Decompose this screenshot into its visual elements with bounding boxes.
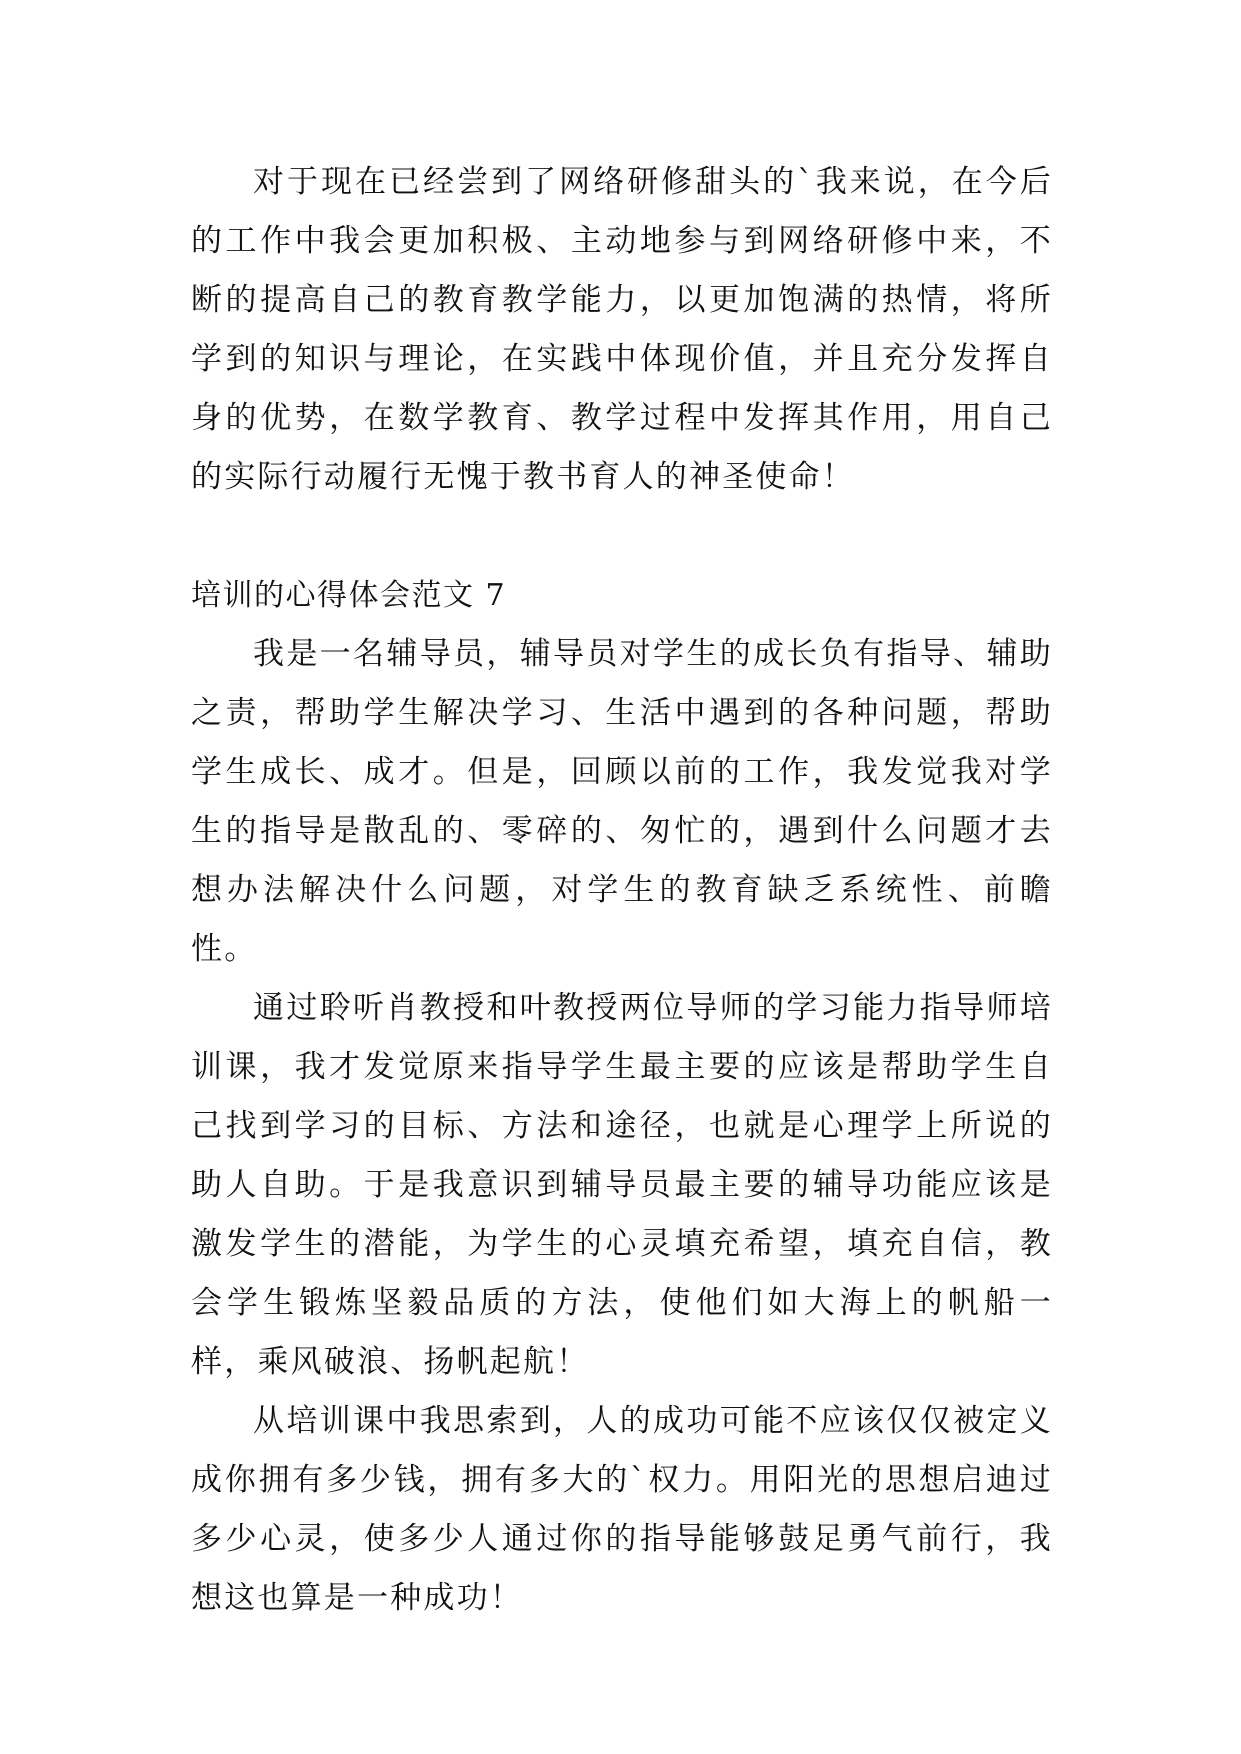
paragraph-success-definition: 从培训课中我思索到，人的成功可能不应该仅仅被定义成你拥有多少钱，拥有多大的`权力。用阳光的思想启迪过多少心灵，使多少人通过你的指导能够鼓足勇气前行，我想这也算是一种成功！	[191, 1403, 1053, 1616]
document-body	[191, 153, 1053, 1628]
section-title: 培训的心得体会范文 7	[191, 578, 507, 613]
paragraph-counselor-role: 我是一名辅导员，辅导员对学生的成长负有指导、辅助之责，帮助学生解决学习、生活中遇到的各种问题，帮助学生成长、成才。但是，回顾以前的工作，我发觉我对学生的指导是散乱的、零碎的、匆忙的，遇到什么问题才去想办法解决什么问题，对学生的教育缺乏系统性、前瞻性。	[191, 636, 1053, 967]
paragraph-training-insight: 通过聆听肖教授和叶教授两位导师的学习能力指导师培训课，我才发觉原来指导学生最主要的应该是帮助学生自己找到学习的目标、方法和途径，也就是心理学上所说的助人自助。于是我意识到辅导员最主要的辅导功能应该是激发学生的潜能，为学生的心灵填充希望，填充自信，教会学生锻炼坚毅品质的方法，使他们如大海上的帆船一样，乘风破浪、扬帆起航！	[191, 990, 1053, 1380]
paragraph-spacer	[191, 507, 1053, 566]
paragraph-closing-reflection: 对于现在已经尝到了网络研修甜头的`我来说，在今后的工作中我会更加积极、主动地参与到网络研修中来，不断的提高自己的教育教学能力，以更加饱满的热情，将所学到的知识与理论，在实践中体现价值，并且充分发挥自身的优势，在数学教育、教学过程中发挥其作用，用自己的实际行动履行无愧于教书育人的神圣使命！	[191, 164, 1053, 495]
